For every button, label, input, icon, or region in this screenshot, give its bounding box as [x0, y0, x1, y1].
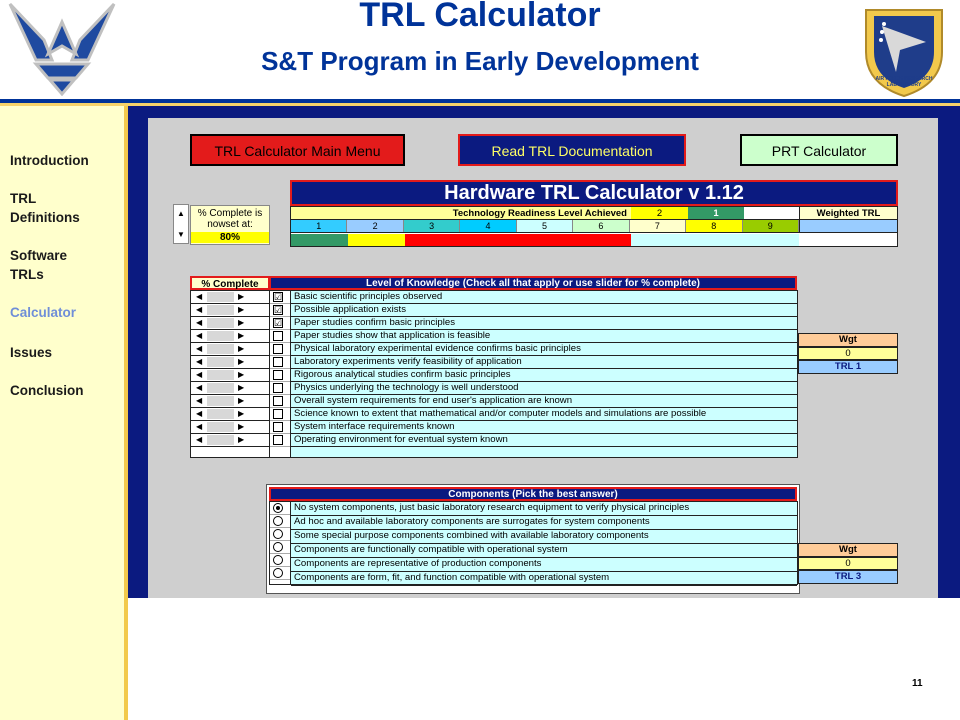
component-item: Components are form, fit, and function compatible with operational system — [291, 572, 797, 586]
page-subtitle: S&T Program in Early Development — [261, 46, 699, 76]
knowledge-checkbox[interactable] — [273, 331, 283, 341]
knowledge-checkbox[interactable] — [273, 409, 283, 419]
knowledge-item: Operating environment for eventual system known — [291, 434, 797, 447]
slide-number: 11 — [912, 678, 923, 689]
components-radio-column — [269, 501, 291, 585]
knowledge-slider-column — [190, 290, 270, 458]
knowledge-slider[interactable]: ◀ ▶ — [191, 343, 269, 356]
knowledge-slider[interactable]: ◀ ▶ — [191, 395, 269, 408]
knowledge-item: Overall system requirements for end user's application are known — [291, 395, 797, 408]
knowledge-slider[interactable]: ◀ ▶ — [191, 291, 269, 304]
percent-complete-box — [190, 205, 270, 245]
percent-complete-header: % Complete — [190, 276, 270, 290]
component-item: Some special purpose components combined with available laboratory components — [291, 530, 797, 544]
trl-bar-green — [291, 234, 348, 246]
knowledge-checkbox[interactable] — [273, 357, 283, 367]
component-radio[interactable] — [273, 529, 283, 539]
knowledge-wgt-value: 0 — [798, 347, 898, 360]
calculator-title: Hardware TRL Calculator v 1.12 — [290, 180, 898, 206]
component-radio[interactable] — [273, 555, 283, 565]
component-item: Components are functionally compatible with operational system — [291, 544, 797, 558]
knowledge-trl-result: TRL 1 — [798, 360, 898, 374]
knowledge-wgt-label: Wgt — [798, 333, 898, 347]
afrl-logo-text: AIR FORCE RESEARCH LABORATORY — [875, 76, 933, 88]
trl-level-8: 8 — [686, 220, 742, 232]
knowledge-item: Paper studies confirm basic principles — [291, 317, 797, 330]
trl-achieved-a: 2 — [631, 207, 688, 220]
knowledge-item: Science known to extent that mathematical and/or computer models and simulations are possible — [291, 408, 797, 421]
knowledge-checkbox[interactable] — [273, 435, 283, 445]
percent-label-2: nowset at: — [207, 219, 253, 230]
knowledge-checkbox[interactable] — [273, 396, 283, 406]
trl-achieved-b: 1 — [688, 207, 744, 220]
sidebar-item-software-trls[interactable]: Software TRLs — [10, 248, 68, 282]
knowledge-checkbox[interactable] — [273, 383, 283, 393]
page-title: TRL Calculator — [359, 0, 601, 34]
knowledge-slider[interactable]: ◀ ▶ — [191, 330, 269, 343]
weighted-trl-value — [799, 220, 897, 233]
trl-achieved-label: Technology Readiness Level Achieved — [291, 207, 631, 220]
component-radio[interactable] — [273, 503, 283, 513]
trl-bar-red — [405, 234, 631, 246]
knowledge-item: Possible application exists — [291, 304, 797, 317]
knowledge-slider[interactable]: ◀ ▶ — [191, 408, 269, 421]
knowledge-slider[interactable]: ◀ ▶ — [191, 434, 269, 447]
knowledge-slider[interactable]: ◀ ▶ — [191, 382, 269, 395]
component-item: No system components, just basic laboratory research equipment to verify physical principles — [291, 502, 797, 516]
sidebar-item-introduction[interactable]: Introduction — [10, 153, 89, 168]
knowledge-item: Laboratory experiments verify feasibility of application — [291, 356, 797, 369]
trl-level-6: 6 — [573, 220, 629, 232]
trl-bar-cyan — [631, 234, 799, 246]
percent-spinner[interactable] — [173, 204, 189, 244]
trl-level-2: 2 — [347, 220, 403, 232]
trl-bar-yellow — [348, 234, 405, 246]
components-list — [290, 501, 798, 585]
trl-level-3: 3 — [404, 220, 460, 232]
trl-achieved-grid — [290, 206, 898, 247]
knowledge-checkbox[interactable] — [273, 344, 283, 354]
component-radio[interactable] — [273, 516, 283, 526]
knowledge-header: Level of Knowledge (Check all that apply or use slider for % complete) — [269, 276, 797, 290]
knowledge-checkbox[interactable] — [273, 370, 283, 380]
knowledge-item: System interface requirements known — [291, 421, 797, 434]
percent-label-1: % Complete is — [197, 208, 263, 219]
percent-value: 80% — [191, 232, 269, 243]
component-radio[interactable] — [273, 568, 283, 578]
trl-level-7: 7 — [630, 220, 686, 232]
components-wgt-value: 0 — [798, 557, 898, 570]
weighted-trl-label: Weighted TRL — [799, 207, 897, 220]
trl-level-9: 9 — [743, 220, 799, 232]
knowledge-item: Basic scientific principles observed — [291, 291, 797, 304]
spinner-down-icon[interactable]: ▼ — [177, 230, 185, 239]
component-item: Ad hoc and available laboratory components are surrogates for system components — [291, 516, 797, 530]
trl-achieved-empty — [744, 207, 799, 220]
knowledge-checkbox[interactable]: ☑ — [274, 305, 283, 315]
knowledge-slider[interactable]: ◀ ▶ — [191, 317, 269, 330]
read-trl-documentation-button[interactable]: Read TRL Documentation — [458, 134, 686, 166]
knowledge-slider[interactable]: ◀ ▶ — [191, 304, 269, 317]
knowledge-checkbox[interactable]: ☑ — [274, 292, 283, 302]
knowledge-item: Physical laboratory experimental evidence confirms basic principles — [291, 343, 797, 356]
knowledge-list — [290, 290, 798, 458]
sidebar-item-calculator[interactable]: Calculator — [10, 305, 77, 320]
knowledge-checkbox[interactable]: ☑ — [274, 318, 283, 328]
sidebar-item-trl-definitions[interactable]: TRL Definitions — [10, 191, 80, 225]
trl-level-row — [291, 220, 799, 233]
spinner-up-icon[interactable]: ▲ — [177, 209, 185, 218]
knowledge-checkbox[interactable] — [273, 422, 283, 432]
trl-level-1: 1 — [291, 220, 347, 232]
components-header: Components (Pick the best answer) — [269, 487, 797, 501]
knowledge-slider[interactable]: ◀ ▶ — [191, 356, 269, 369]
air-force-wings-logo — [6, 0, 118, 96]
knowledge-slider[interactable]: ◀ ▶ — [191, 421, 269, 434]
knowledge-item: Rigorous analytical studies confirm basic principles — [291, 369, 797, 382]
knowledge-item: Paper studies show that application is feasible — [291, 330, 797, 343]
trl-main-menu-button[interactable]: TRL Calculator Main Menu — [190, 134, 405, 166]
components-trl-result: TRL 3 — [798, 570, 898, 584]
trl-level-5: 5 — [517, 220, 573, 232]
knowledge-item: Physics underlying the technology is well understood — [291, 382, 797, 395]
component-radio[interactable] — [273, 542, 283, 552]
component-item: Components are representative of production components — [291, 558, 797, 572]
sidebar-item-issues[interactable]: Issues — [10, 345, 53, 360]
trl-level-4: 4 — [460, 220, 516, 232]
knowledge-slider[interactable]: ◀ ▶ — [191, 369, 269, 382]
sidebar-item-conclusion[interactable]: Conclusion — [10, 383, 84, 398]
components-wgt-label: Wgt — [798, 543, 898, 557]
knowledge-checkbox-column — [269, 290, 291, 458]
prt-calculator-button[interactable]: PRT Calculator — [740, 134, 898, 166]
